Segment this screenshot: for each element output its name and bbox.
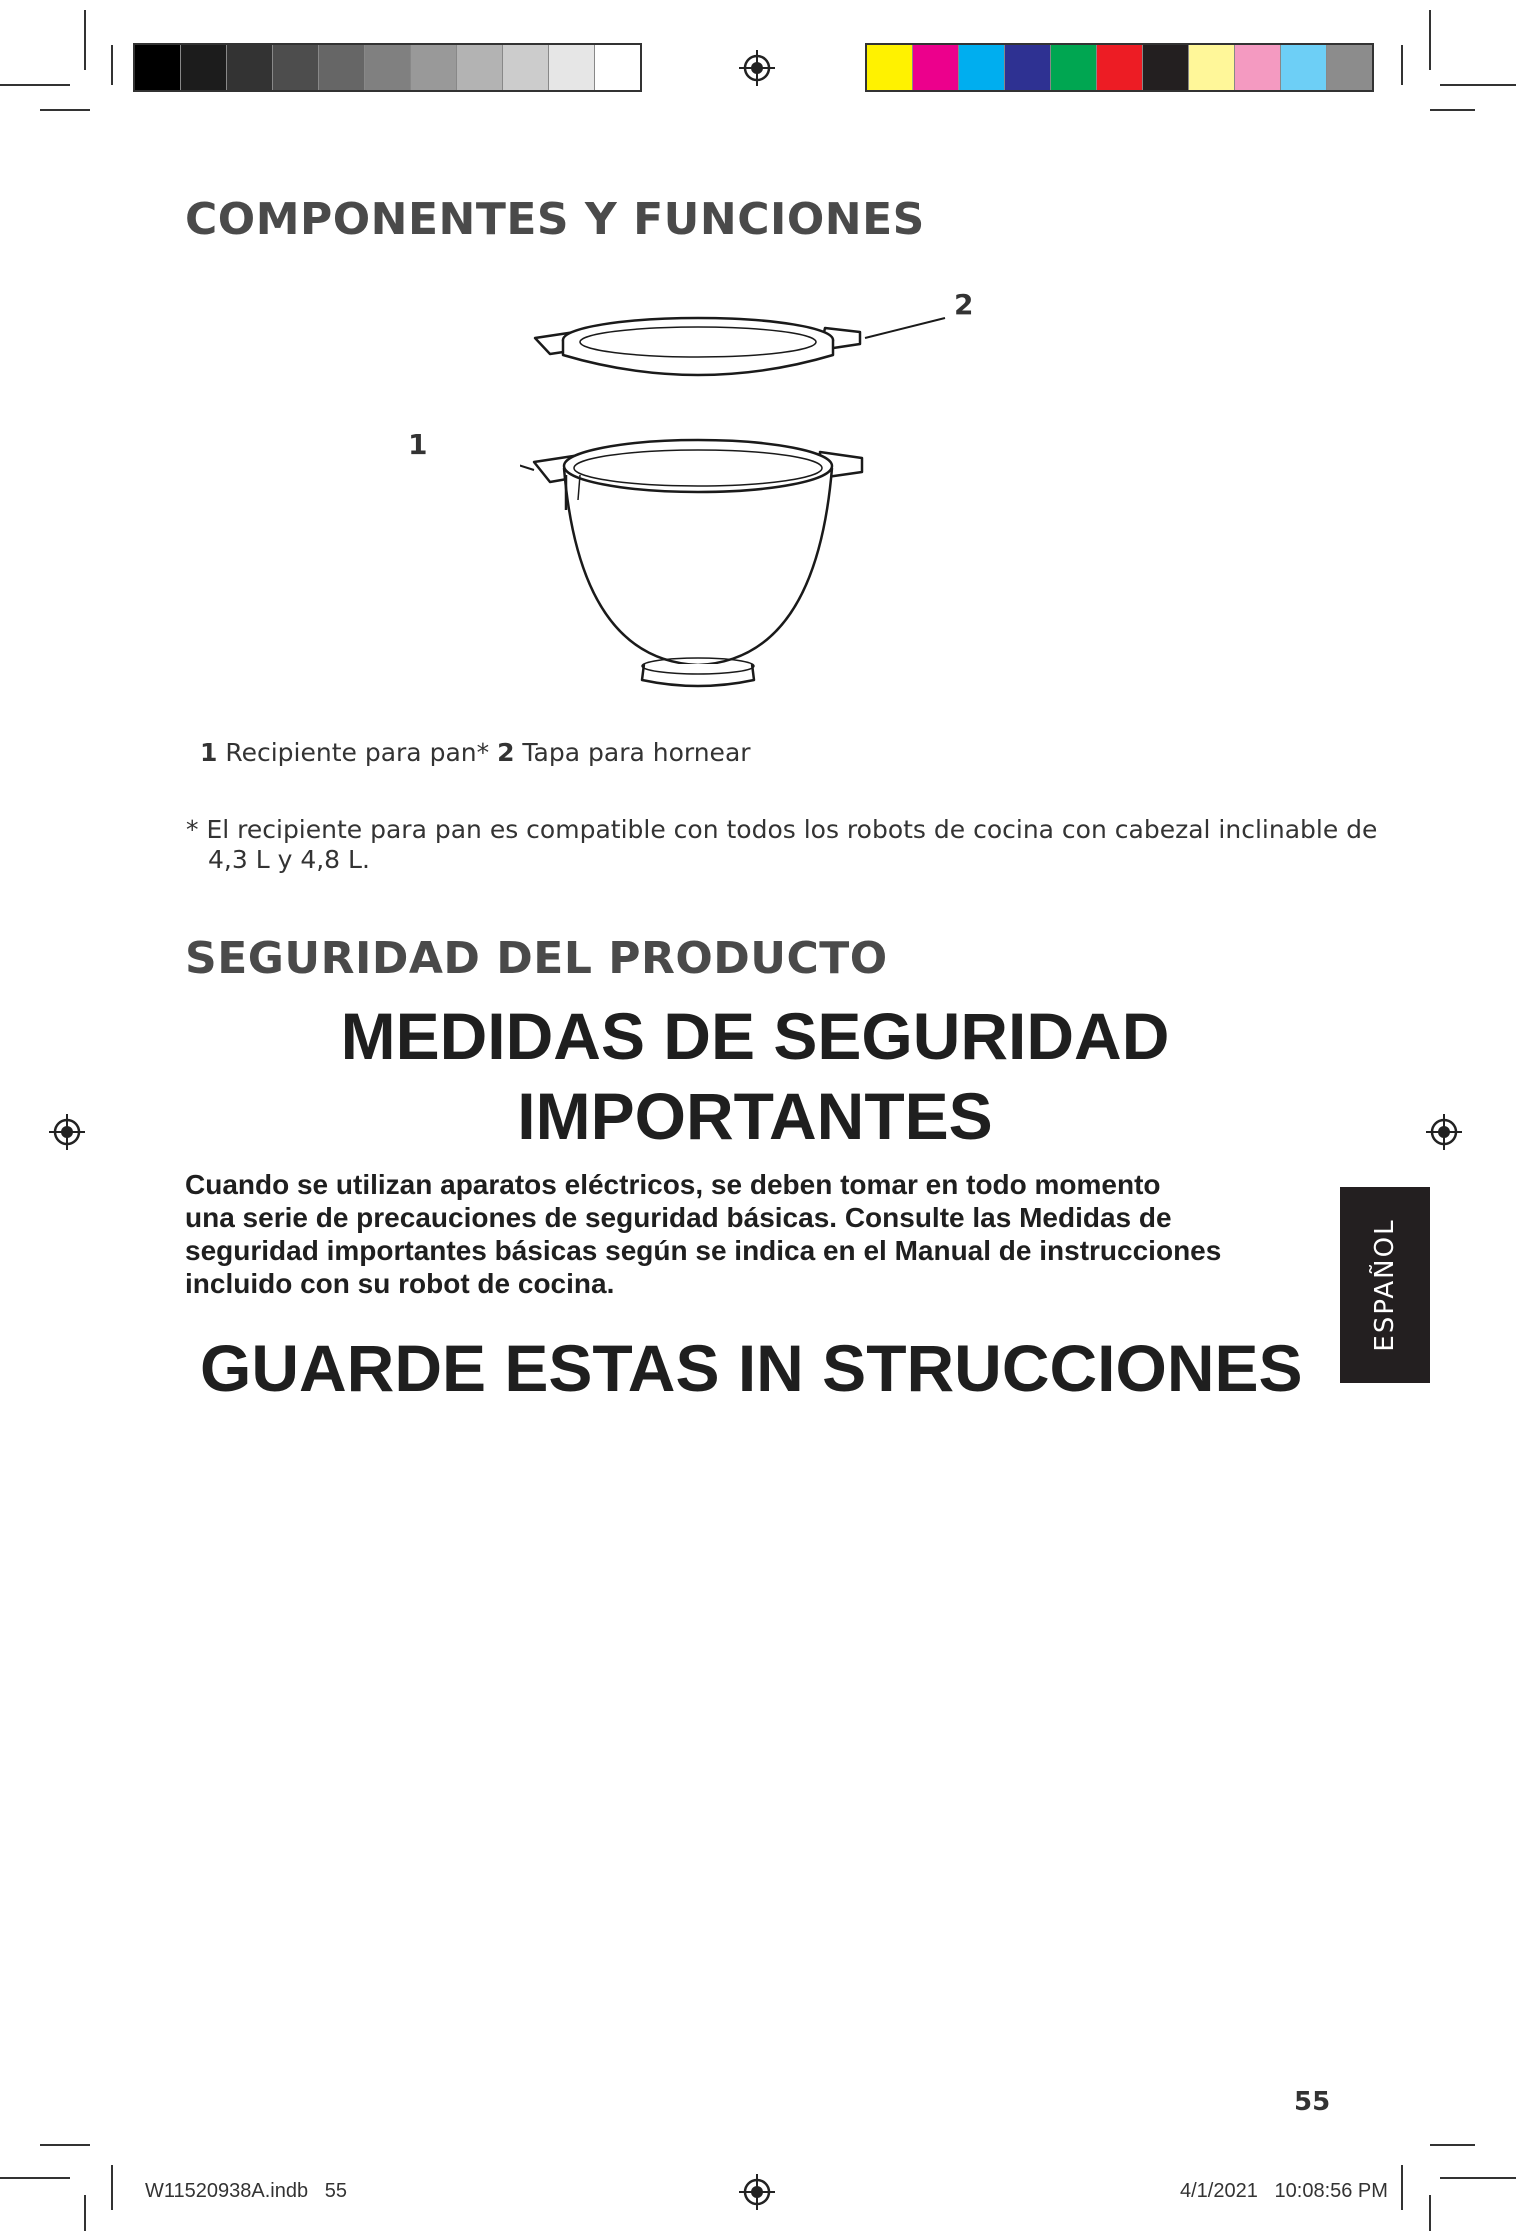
caption-number-1: 1 <box>200 738 218 767</box>
figure-caption <box>200 738 751 767</box>
color-swatch <box>1327 45 1372 90</box>
safety-paragraph <box>185 1168 1221 1300</box>
important-safeguards-heading-line-2: IMPORTANTES <box>517 1079 993 1153</box>
color-swatch <box>867 45 913 90</box>
color-swatch <box>135 45 181 90</box>
registration-mark-icon <box>1424 1112 1464 1152</box>
registration-mark-icon <box>47 1112 87 1152</box>
footer-file-info: W11520938A.indb 55 <box>145 2180 348 2202</box>
safety-paragraph-line-4: incluido con su robot de cocina. <box>185 1268 615 1299</box>
color-swatch <box>959 45 1005 90</box>
color-swatch-bar <box>865 43 1374 92</box>
color-swatch <box>1097 45 1143 90</box>
page-number: 55 <box>1294 2087 1331 2117</box>
color-swatch <box>273 45 319 90</box>
bread-bowl-illustration <box>520 280 980 700</box>
footnote-mark: * <box>186 815 207 844</box>
footnote-line-2: 4,3 L y 4,8 L. <box>208 845 370 874</box>
caption-label-1: Recipiente para pan* <box>217 738 498 767</box>
color-swatch <box>411 45 457 90</box>
color-swatch <box>1281 45 1327 90</box>
caption-label-2: Tapa para hornear <box>514 738 751 767</box>
color-swatch <box>503 45 549 90</box>
caption-number-2: 2 <box>497 738 515 767</box>
color-swatch <box>227 45 273 90</box>
color-swatch <box>457 45 503 90</box>
safety-paragraph-line-1: Cuando se utilizan aparatos eléctricos, se deben tomar en todo momento <box>185 1169 1161 1200</box>
color-swatch <box>319 45 365 90</box>
section-title-safety: SEGURIDAD DEL PRODUCTO <box>185 933 888 984</box>
section-title-components: COMPONENTES Y FUNCIONES <box>185 194 925 245</box>
footnote-line-1: El recipiente para pan es compatible con todos los robots de cocina con cabezal inclinable de <box>206 815 1378 844</box>
color-swatch <box>1189 45 1235 90</box>
color-swatch <box>913 45 959 90</box>
save-instructions-heading: GUARDE ESTAS IN STRUCCIONES <box>200 1331 1303 1405</box>
bread-bowl-drawing <box>534 440 862 686</box>
language-tab <box>1340 1187 1430 1383</box>
registration-mark-icon <box>737 48 777 88</box>
baking-lid-drawing <box>535 318 860 375</box>
color-swatch <box>595 45 640 90</box>
color-swatch <box>1051 45 1097 90</box>
important-safeguards-heading-line-1: MEDIDAS DE SEGURIDAD <box>340 999 1170 1073</box>
safety-paragraph-line-3: seguridad importantes básicas según se indica en el Manual de instrucciones <box>185 1235 1222 1266</box>
color-swatch <box>1235 45 1281 90</box>
language-tab-label: ESPAÑOL <box>1370 1218 1400 1352</box>
safety-paragraph-line-2: una serie de precauciones de seguridad básicas. Consulte las Medidas de <box>185 1202 1172 1233</box>
callout-number-1: 1 <box>408 428 428 461</box>
grayscale-swatch-bar <box>133 43 642 92</box>
footer-date-info: 4/1/2021 10:08:56 PM <box>1180 2180 1388 2202</box>
registration-mark-icon <box>737 2172 777 2212</box>
callout-number-2: 2 <box>954 288 974 321</box>
color-swatch <box>1143 45 1189 90</box>
color-swatch <box>181 45 227 90</box>
footnote <box>186 815 1377 844</box>
color-swatch <box>1005 45 1051 90</box>
color-swatch <box>549 45 595 90</box>
color-swatch <box>365 45 411 90</box>
